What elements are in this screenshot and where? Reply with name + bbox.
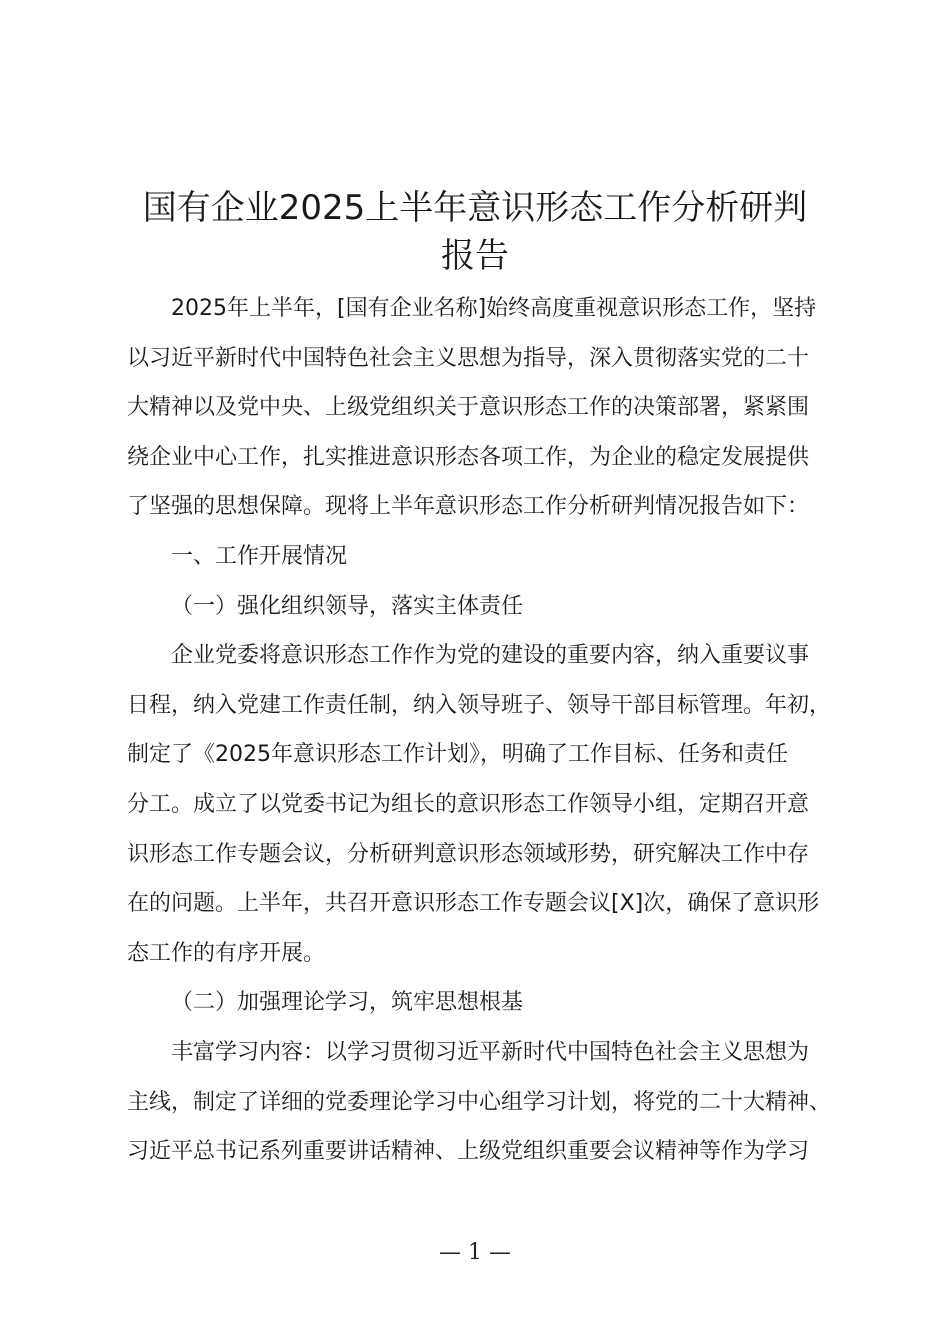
page-number: — 1 — bbox=[439, 1240, 511, 1265]
subsection-heading: （二）加强理论学习，筑牢思想根基 bbox=[171, 990, 524, 1016]
paragraph-line: 日程，纳入党建工作责任制，纳入领导班子、领导干部目标管理。年初， bbox=[127, 692, 832, 718]
paragraph-line: 绕企业中心工作，扎实推进意识形态各项工作，为企业的稳定发展提供 bbox=[127, 444, 810, 470]
paragraph-line: 习近平总书记系列重要讲话精神、上级党组织重要会议精神等作为学习 bbox=[127, 1139, 810, 1165]
paragraph-line: 识形态工作专题会议，分析研判意识形态领域形势，研究解决工作中存 bbox=[127, 841, 810, 867]
paragraph-line: 以习近平新时代中国特色社会主义思想为指导，深入贯彻落实党的二十 bbox=[127, 345, 810, 371]
document-body bbox=[127, 284, 837, 1177]
section-heading: 一、工作开展情况 bbox=[171, 543, 348, 569]
paragraph-line: 分工。成立了以党委书记为组长的意识形态工作领导小组，定期召开意 bbox=[127, 791, 810, 817]
subsection-heading: （一）强化组织领导，落实主体责任 bbox=[171, 593, 524, 619]
paragraph-line: 丰富学习内容：以学习贯彻习近平新时代中国特色社会主义思想为 bbox=[171, 1039, 810, 1065]
paragraph-line: 大精神以及党中央、上级党组织关于意识形态工作的决策部署，紧紧围 bbox=[127, 395, 810, 421]
paragraph-line: 在的问题。上半年，共召开意识形态工作专题会议[X]次，确保了意识形 bbox=[127, 891, 820, 917]
paragraph-line: 2025年上半年，[国有企业名称]始终高度重视意识形态工作，坚持 bbox=[171, 296, 817, 321]
paragraph-line: 主线，制定了详细的党委理论学习中心组学习计划，将党的二十大精神、 bbox=[127, 1089, 832, 1115]
paragraph-line: 了坚强的思想保障。现将上半年意识形态工作分析研判情况报告如下： bbox=[127, 494, 810, 520]
paragraph-line: 制定了《2025年意识形态工作计划》，明确了工作目标、任务和责任 bbox=[127, 742, 788, 768]
document-title-line2: 报告 bbox=[441, 236, 509, 276]
document-title-line1: 国有企业2025上半年意识形态工作分析研判 bbox=[142, 188, 808, 228]
paragraph-line: 企业党委将意识形态工作作为党的建设的重要内容，纳入重要议事 bbox=[171, 643, 810, 669]
paragraph-line: 态工作的有序开展。 bbox=[127, 940, 326, 966]
